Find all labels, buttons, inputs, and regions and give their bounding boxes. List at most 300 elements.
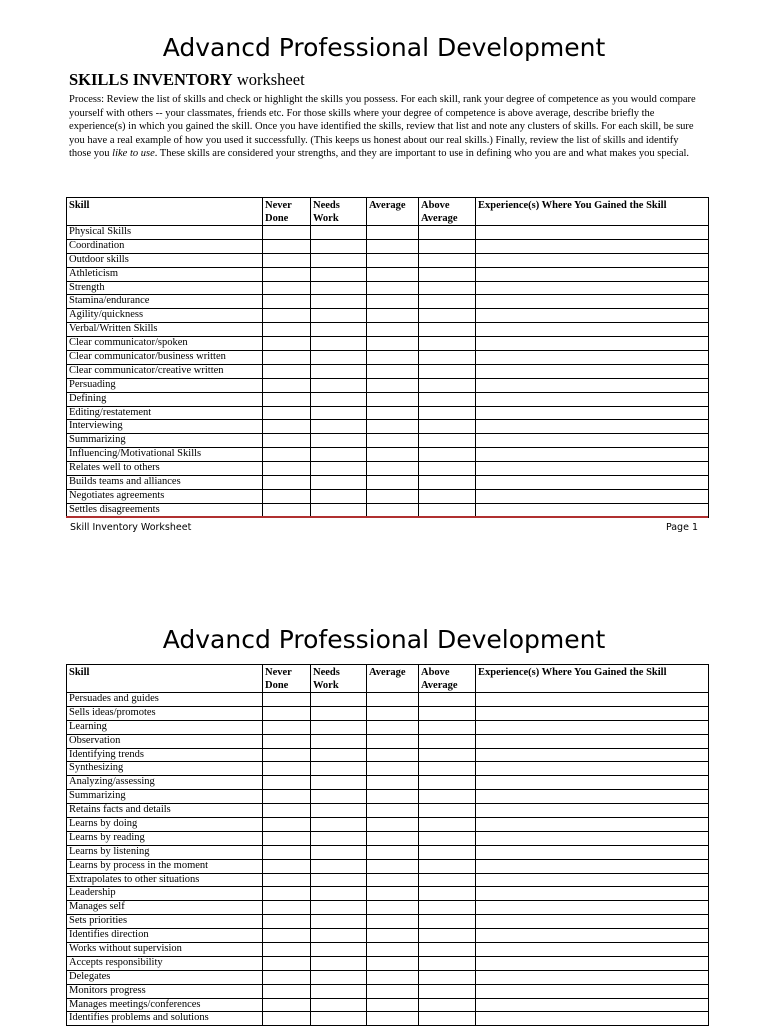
needs-work-cell[interactable] (311, 706, 367, 720)
above-average-cell[interactable] (419, 226, 476, 240)
experience-cell[interactable] (476, 253, 709, 267)
above-average-cell[interactable] (419, 887, 476, 901)
above-average-cell[interactable] (419, 998, 476, 1012)
average-cell[interactable] (367, 873, 419, 887)
average-cell[interactable] (367, 818, 419, 832)
average-cell[interactable] (367, 845, 419, 859)
skill-label: Athleticism (67, 267, 263, 281)
skill-label: Observation (67, 734, 263, 748)
skills-table-page-2 (66, 664, 709, 1026)
above-average-cell[interactable] (419, 831, 476, 845)
above-average-cell[interactable] (419, 378, 476, 392)
experience-cell[interactable] (476, 845, 709, 859)
average-cell[interactable] (367, 734, 419, 748)
experience-cell[interactable] (476, 818, 709, 832)
skill-label: Summarizing (67, 790, 263, 804)
never-done-cell[interactable] (263, 762, 311, 776)
average-cell[interactable] (367, 406, 419, 420)
never-done-cell[interactable] (263, 434, 311, 448)
table-row (67, 434, 709, 448)
average-cell[interactable] (367, 790, 419, 804)
skill-label: Identifying trends (67, 748, 263, 762)
skill-label: Learns by reading (67, 831, 263, 845)
needs-work-cell[interactable] (311, 845, 367, 859)
experience-cell[interactable] (476, 748, 709, 762)
table-row (67, 956, 709, 970)
experience-cell[interactable] (476, 998, 709, 1012)
never-done-cell[interactable] (263, 295, 311, 309)
above-average-cell[interactable] (419, 720, 476, 734)
category-label: Leadership (67, 887, 263, 901)
needs-work-cell[interactable] (311, 309, 367, 323)
table-row (67, 762, 709, 776)
needs-work-cell[interactable] (311, 831, 367, 845)
never-done-cell[interactable] (263, 887, 311, 901)
average-cell[interactable] (367, 901, 419, 915)
table-row (67, 929, 709, 943)
table-row (67, 420, 709, 434)
never-done-cell[interactable] (263, 804, 311, 818)
average-cell[interactable] (367, 323, 419, 337)
experience-cell[interactable] (476, 929, 709, 943)
experience-cell[interactable] (476, 337, 709, 351)
average-cell[interactable] (367, 378, 419, 392)
never-done-cell[interactable] (263, 267, 311, 281)
table-row (67, 818, 709, 832)
skill-label: Builds teams and alliances (67, 476, 263, 490)
experience-cell[interactable] (476, 776, 709, 790)
above-average-cell[interactable] (419, 309, 476, 323)
never-done-cell[interactable] (263, 831, 311, 845)
subtitle-bold: SKILLS INVENTORY (69, 70, 233, 89)
table-row (67, 998, 709, 1012)
experience-cell[interactable] (476, 323, 709, 337)
above-average-cell[interactable] (419, 943, 476, 957)
skill-label: Settles disagreements (67, 503, 263, 517)
category-label: Verbal/Written Skills (67, 323, 263, 337)
average-cell[interactable] (367, 281, 419, 295)
table-row (67, 790, 709, 804)
above-average-cell[interactable] (419, 790, 476, 804)
needs-work-cell[interactable] (311, 351, 367, 365)
above-average-cell[interactable] (419, 693, 476, 707)
skill-label: Agility/quickness (67, 309, 263, 323)
needs-work-cell[interactable] (311, 476, 367, 490)
above-average-cell[interactable] (419, 748, 476, 762)
average-cell[interactable] (367, 239, 419, 253)
average-cell[interactable] (367, 448, 419, 462)
needs-work-cell[interactable] (311, 943, 367, 957)
never-done-cell[interactable] (263, 845, 311, 859)
average-cell[interactable] (367, 434, 419, 448)
table-row (67, 706, 709, 720)
header-experience: Experience(s) Where You Gained the Skill (476, 665, 709, 693)
experience-cell[interactable] (476, 406, 709, 420)
header-skill: Skill (67, 665, 263, 693)
experience-cell[interactable] (476, 448, 709, 462)
needs-work-cell[interactable] (311, 915, 367, 929)
table-body (67, 693, 709, 1026)
needs-work-cell[interactable] (311, 998, 367, 1012)
skill-label: Extrapolates to other situations (67, 873, 263, 887)
needs-work-cell[interactable] (311, 818, 367, 832)
needs-work-cell[interactable] (311, 434, 367, 448)
above-average-cell[interactable] (419, 462, 476, 476)
table-row (67, 392, 709, 406)
needs-work-cell[interactable] (311, 762, 367, 776)
table-row (67, 281, 709, 295)
table-row (67, 364, 709, 378)
needs-work-cell[interactable] (311, 790, 367, 804)
needs-work-cell[interactable] (311, 804, 367, 818)
table-row (67, 943, 709, 957)
never-done-cell[interactable] (263, 873, 311, 887)
experience-cell[interactable] (476, 720, 709, 734)
average-cell[interactable] (367, 392, 419, 406)
header-skill: Skill (67, 198, 263, 226)
skill-label: Manages self (67, 901, 263, 915)
needs-work-cell[interactable] (311, 295, 367, 309)
never-done-cell[interactable] (263, 790, 311, 804)
experience-cell[interactable] (476, 943, 709, 957)
average-cell[interactable] (367, 693, 419, 707)
table-row (67, 845, 709, 859)
average-cell[interactable] (367, 748, 419, 762)
above-average-cell[interactable] (419, 406, 476, 420)
needs-work-cell[interactable] (311, 253, 367, 267)
never-done-cell[interactable] (263, 818, 311, 832)
never-done-cell[interactable] (263, 915, 311, 929)
category-label: Influencing/Motivational Skills (67, 448, 263, 462)
header-average: Average (367, 665, 419, 693)
worksheet-subtitle (69, 70, 305, 90)
never-done-cell[interactable] (263, 337, 311, 351)
average-cell[interactable] (367, 706, 419, 720)
needs-work-cell[interactable] (311, 859, 367, 873)
never-done-cell[interactable] (263, 929, 311, 943)
never-done-cell[interactable] (263, 378, 311, 392)
needs-work-cell[interactable] (311, 901, 367, 915)
above-average-cell[interactable] (419, 489, 476, 503)
above-average-cell[interactable] (419, 281, 476, 295)
never-done-cell[interactable] (263, 351, 311, 365)
table-row (67, 489, 709, 503)
experience-cell[interactable] (476, 831, 709, 845)
average-cell[interactable] (367, 859, 419, 873)
experience-cell[interactable] (476, 239, 709, 253)
experience-cell[interactable] (476, 970, 709, 984)
skill-label: Identifies direction (67, 929, 263, 943)
needs-work-cell[interactable] (311, 337, 367, 351)
above-average-cell[interactable] (419, 984, 476, 998)
above-average-cell[interactable] (419, 873, 476, 887)
skill-label: Stamina/endurance (67, 295, 263, 309)
never-done-cell[interactable] (263, 984, 311, 998)
above-average-cell[interactable] (419, 364, 476, 378)
average-cell[interactable] (367, 831, 419, 845)
average-cell[interactable] (367, 351, 419, 365)
experience-cell[interactable] (476, 267, 709, 281)
above-average-cell[interactable] (419, 956, 476, 970)
needs-work-cell[interactable] (311, 226, 367, 240)
never-done-cell[interactable] (263, 323, 311, 337)
average-cell[interactable] (367, 720, 419, 734)
experience-cell[interactable] (476, 295, 709, 309)
skill-label: Coordination (67, 239, 263, 253)
experience-cell[interactable] (476, 915, 709, 929)
above-average-cell[interactable] (419, 392, 476, 406)
above-average-cell[interactable] (419, 239, 476, 253)
above-average-cell[interactable] (419, 859, 476, 873)
never-done-cell[interactable] (263, 998, 311, 1012)
experience-cell[interactable] (476, 420, 709, 434)
skill-label: Monitors progress (67, 984, 263, 998)
experience-cell[interactable] (476, 984, 709, 998)
experience-cell[interactable] (476, 790, 709, 804)
never-done-cell[interactable] (263, 462, 311, 476)
above-average-cell[interactable] (419, 901, 476, 915)
table-header-row (67, 198, 709, 226)
experience-cell[interactable] (476, 378, 709, 392)
never-done-cell[interactable] (263, 970, 311, 984)
above-average-cell[interactable] (419, 706, 476, 720)
table-row (67, 337, 709, 351)
average-cell[interactable] (367, 309, 419, 323)
needs-work-cell[interactable] (311, 406, 367, 420)
experience-cell[interactable] (476, 462, 709, 476)
process-text-b: . These skills are considered your strengths, and they are important to use in defining who you are and what makes you special. (154, 148, 690, 160)
table-row (67, 859, 709, 873)
above-average-cell[interactable] (419, 434, 476, 448)
experience-cell[interactable] (476, 762, 709, 776)
above-average-cell[interactable] (419, 253, 476, 267)
table-row (67, 734, 709, 748)
above-average-cell[interactable] (419, 818, 476, 832)
skill-label: Synthesizing (67, 762, 263, 776)
header-above-average: Above Average (419, 198, 476, 226)
table-row (67, 462, 709, 476)
experience-cell[interactable] (476, 693, 709, 707)
footer-page-number: Page 1 (665, 522, 698, 533)
header-needs-work: Needs Work (311, 198, 367, 226)
never-done-cell[interactable] (263, 281, 311, 295)
header-average: Average (367, 198, 419, 226)
experience-cell[interactable] (476, 887, 709, 901)
needs-work-cell[interactable] (311, 984, 367, 998)
above-average-cell[interactable] (419, 323, 476, 337)
never-done-cell[interactable] (263, 693, 311, 707)
average-cell[interactable] (367, 943, 419, 957)
experience-cell[interactable] (476, 226, 709, 240)
average-cell[interactable] (367, 462, 419, 476)
average-cell[interactable] (367, 915, 419, 929)
table-row (67, 351, 709, 365)
skill-label: Works without supervision (67, 943, 263, 957)
needs-work-cell[interactable] (311, 929, 367, 943)
needs-work-cell[interactable] (311, 776, 367, 790)
never-done-cell[interactable] (263, 706, 311, 720)
needs-work-cell[interactable] (311, 239, 367, 253)
never-done-cell[interactable] (263, 406, 311, 420)
needs-work-cell[interactable] (311, 489, 367, 503)
experience-cell[interactable] (476, 804, 709, 818)
needs-work-cell[interactable] (311, 364, 367, 378)
category-row (67, 226, 709, 240)
above-average-cell[interactable] (419, 351, 476, 365)
experience-cell[interactable] (476, 364, 709, 378)
above-average-cell[interactable] (419, 420, 476, 434)
never-done-cell[interactable] (263, 901, 311, 915)
never-done-cell[interactable] (263, 859, 311, 873)
skill-label: Strength (67, 281, 263, 295)
above-average-cell[interactable] (419, 734, 476, 748)
table-row (67, 831, 709, 845)
experience-cell[interactable] (476, 956, 709, 970)
needs-work-cell[interactable] (311, 323, 367, 337)
never-done-cell[interactable] (263, 489, 311, 503)
average-cell[interactable] (367, 489, 419, 503)
skill-label: Clear communicator/business written (67, 351, 263, 365)
category-label: Physical Skills (67, 226, 263, 240)
experience-cell[interactable] (476, 901, 709, 915)
skill-label: Delegates (67, 970, 263, 984)
never-done-cell[interactable] (263, 309, 311, 323)
never-done-cell[interactable] (263, 239, 311, 253)
needs-work-cell[interactable] (311, 267, 367, 281)
average-cell[interactable] (367, 253, 419, 267)
experience-cell[interactable] (476, 859, 709, 873)
table-row (67, 476, 709, 490)
table-row (67, 873, 709, 887)
experience-cell[interactable] (476, 476, 709, 490)
process-instructions (69, 93, 699, 161)
above-average-cell[interactable] (419, 448, 476, 462)
above-average-cell[interactable] (419, 476, 476, 490)
average-cell[interactable] (367, 929, 419, 943)
footer-divider (66, 516, 708, 518)
table-row (67, 748, 709, 762)
skill-label: Learns by doing (67, 818, 263, 832)
never-done-cell[interactable] (263, 720, 311, 734)
table-row (67, 295, 709, 309)
average-cell[interactable] (367, 267, 419, 281)
average-cell[interactable] (367, 420, 419, 434)
table-row (67, 970, 709, 984)
needs-work-cell[interactable] (311, 448, 367, 462)
needs-work-cell[interactable] (311, 281, 367, 295)
average-cell[interactable] (367, 762, 419, 776)
table-body (67, 226, 709, 518)
average-cell[interactable] (367, 295, 419, 309)
never-done-cell[interactable] (263, 943, 311, 957)
average-cell[interactable] (367, 364, 419, 378)
needs-work-cell[interactable] (311, 956, 367, 970)
average-cell[interactable] (367, 956, 419, 970)
never-done-cell[interactable] (263, 226, 311, 240)
above-average-cell[interactable] (419, 762, 476, 776)
average-cell[interactable] (367, 776, 419, 790)
skill-label: Persuades and guides (67, 693, 263, 707)
header-needs-work: Needs Work (311, 665, 367, 693)
never-done-cell[interactable] (263, 420, 311, 434)
category-row (67, 720, 709, 734)
never-done-cell[interactable] (263, 956, 311, 970)
average-cell[interactable] (367, 887, 419, 901)
experience-cell[interactable] (476, 281, 709, 295)
skill-label: Learns by process in the moment (67, 859, 263, 873)
skill-label: Sets priorities (67, 915, 263, 929)
average-cell[interactable] (367, 226, 419, 240)
never-done-cell[interactable] (263, 364, 311, 378)
needs-work-cell[interactable] (311, 748, 367, 762)
never-done-cell[interactable] (263, 776, 311, 790)
never-done-cell[interactable] (263, 734, 311, 748)
page-2-title: Advancd Professional Development (162, 625, 606, 654)
above-average-cell[interactable] (419, 970, 476, 984)
needs-work-cell[interactable] (311, 392, 367, 406)
experience-cell[interactable] (476, 392, 709, 406)
table-row (67, 901, 709, 915)
above-average-cell[interactable] (419, 845, 476, 859)
needs-work-cell[interactable] (311, 873, 367, 887)
needs-work-cell[interactable] (311, 693, 367, 707)
skill-label: Clear communicator/creative written (67, 364, 263, 378)
above-average-cell[interactable] (419, 915, 476, 929)
category-row (67, 887, 709, 901)
above-average-cell[interactable] (419, 929, 476, 943)
experience-cell[interactable] (476, 489, 709, 503)
header-experience: Experience(s) Where You Gained the Skill (476, 198, 709, 226)
experience-cell[interactable] (476, 873, 709, 887)
needs-work-cell[interactable] (311, 462, 367, 476)
skill-label: Negotiates agreements (67, 489, 263, 503)
average-cell[interactable] (367, 984, 419, 998)
average-cell[interactable] (367, 970, 419, 984)
never-done-cell[interactable] (263, 748, 311, 762)
category-row (67, 448, 709, 462)
needs-work-cell[interactable] (311, 734, 367, 748)
above-average-cell[interactable] (419, 337, 476, 351)
experience-cell[interactable] (476, 434, 709, 448)
above-average-cell[interactable] (419, 776, 476, 790)
average-cell[interactable] (367, 998, 419, 1012)
table-header-row (67, 665, 709, 693)
above-average-cell[interactable] (419, 267, 476, 281)
skill-label: Interviewing (67, 420, 263, 434)
never-done-cell[interactable] (263, 392, 311, 406)
skill-label: Learns by listening (67, 845, 263, 859)
experience-cell[interactable] (476, 734, 709, 748)
table-row (67, 915, 709, 929)
needs-work-cell[interactable] (311, 970, 367, 984)
needs-work-cell[interactable] (311, 887, 367, 901)
experience-cell[interactable] (476, 351, 709, 365)
above-average-cell[interactable] (419, 804, 476, 818)
never-done-cell[interactable] (263, 448, 311, 462)
skill-label: Editing/restatement (67, 406, 263, 420)
experience-cell[interactable] (476, 706, 709, 720)
needs-work-cell[interactable] (311, 420, 367, 434)
needs-work-cell[interactable] (311, 720, 367, 734)
experience-cell[interactable] (476, 309, 709, 323)
average-cell[interactable] (367, 476, 419, 490)
average-cell[interactable] (367, 804, 419, 818)
needs-work-cell[interactable] (311, 378, 367, 392)
average-cell[interactable] (367, 337, 419, 351)
never-done-cell[interactable] (263, 253, 311, 267)
never-done-cell[interactable] (263, 476, 311, 490)
above-average-cell[interactable] (419, 295, 476, 309)
